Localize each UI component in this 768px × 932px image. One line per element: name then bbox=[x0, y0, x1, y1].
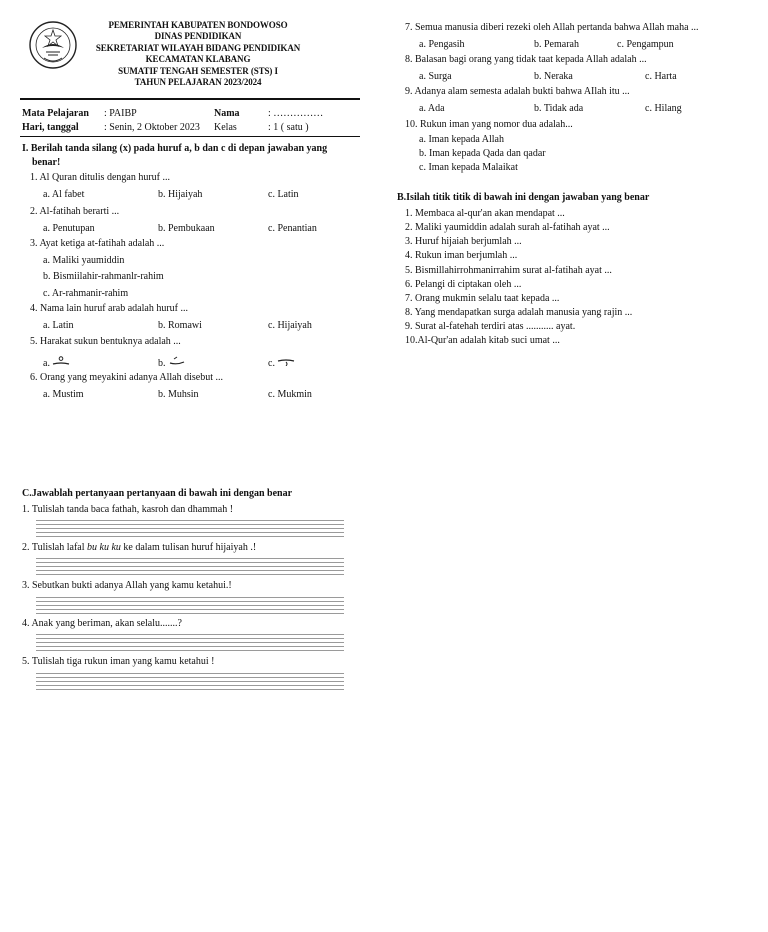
section-c-title: C.Jawablah pertanyaan pertanyaan di bawah ini dengan benar bbox=[22, 488, 293, 499]
q5-option-c-letter: c. bbox=[268, 358, 275, 369]
essay-question-2-word: bu ku ku bbox=[87, 542, 121, 553]
q10-option-c[interactable]: c. Iman kepada Malaikat bbox=[419, 162, 518, 173]
info-divider bbox=[20, 136, 360, 137]
header-line-4: KECAMATAN KLABANG bbox=[145, 54, 251, 65]
sukun-symbol-icon bbox=[52, 356, 70, 366]
question-9: 9. Adanya alam semesta adalah bukti bahwa AIlah itu ... bbox=[405, 86, 630, 97]
essay-question-2 bbox=[22, 542, 256, 553]
fill-item-9: 9. Surat al-fatehah terdiri atas ........... ayat. bbox=[405, 321, 576, 332]
name-value[interactable]: : …………… bbox=[268, 108, 324, 119]
q8-option-b[interactable]: b. Neraka bbox=[534, 71, 573, 82]
q1-option-a[interactable]: a. Al fabet bbox=[43, 189, 85, 200]
q7-option-c[interactable]: c. Pengampun bbox=[617, 39, 674, 50]
header-line-6: TAHUN PELAJARAN 2023/2024 bbox=[134, 77, 262, 88]
q8-option-c[interactable]: c. Harta bbox=[645, 71, 677, 82]
answer-lines-4[interactable] bbox=[36, 634, 344, 654]
essay-question-3: 3. Sebutkan bukti adanya Allah yang kamu ketahui.! bbox=[22, 580, 232, 591]
fill-item-6: 6. Pelangi di ciptakan oleh ... bbox=[405, 279, 522, 290]
header-line-5: SUMATIF TENGAH SEMESTER (STS) I bbox=[118, 65, 278, 76]
essay-question-2-post: ke dalam tulisan huruf hijaiyah .! bbox=[120, 542, 257, 553]
question-7: 7. Semua manusia diberi rezeki oleh Allah pertanda bahwa Allah maha ... bbox=[405, 22, 699, 33]
q1-option-b[interactable]: b. Hijaiyah bbox=[158, 189, 203, 200]
q6-option-c[interactable]: c. Mukmin bbox=[268, 389, 312, 400]
essay-question-4: 4. Anak yang beriman, akan selalu.......? bbox=[22, 618, 182, 629]
answer-lines-1[interactable] bbox=[36, 520, 344, 540]
section-b-title: B.Isilah titik titik di bawah ini dengan jawaban yang benar bbox=[397, 192, 650, 203]
q9-option-a[interactable]: a. Ada bbox=[419, 103, 445, 114]
q5-option-c[interactable] bbox=[268, 356, 295, 369]
date-value: : Senin, 2 Oktober 2023 bbox=[104, 122, 200, 133]
tut-wuri-handayani-logo bbox=[28, 20, 78, 70]
q4-option-b[interactable]: b. Romawi bbox=[158, 320, 202, 331]
question-6: 6. Orang yang meyakini adanya Allah disebut ... bbox=[30, 372, 224, 383]
letterhead bbox=[82, 20, 314, 88]
essay-question-2-pre: 2. Tulislah lafal bbox=[22, 542, 88, 553]
answer-lines-2[interactable] bbox=[36, 558, 344, 578]
q2-option-b[interactable]: b. Pembukaan bbox=[158, 223, 215, 234]
q7-option-b[interactable]: b. Pemarah bbox=[534, 39, 579, 50]
question-5: 5. Harakat sukun bentuknya adalah ... bbox=[30, 336, 181, 347]
question-1: 1. Al Quran ditulis dengan huruf ... bbox=[30, 172, 170, 183]
section-a-title: I. Berilah tanda silang (x) pada huruf a, b dan c di depan jawaban yang bbox=[22, 143, 328, 154]
question-3: 3. Ayat ketiga at-fatihah adalah ... bbox=[30, 238, 165, 249]
fill-item-2: 2. Maliki yaumiddin adalah surah al-fatihah ayat ... bbox=[405, 222, 610, 233]
q7-option-a[interactable]: a. Pengasih bbox=[419, 39, 465, 50]
header-line-3: SEKRETARIAT WILAYAH BIDANG PENDIDIKAN bbox=[95, 42, 301, 53]
fill-item-8: 8. Yang mendapatkan surga adalah manusia yang rajin ... bbox=[405, 307, 633, 318]
fill-item-7: 7. Orang mukmin selalu taat kepada ... bbox=[405, 293, 560, 304]
question-10: 10. Rukun iman yang nomor dua adalah... bbox=[405, 119, 573, 130]
q3-option-c[interactable]: c. Ar-rahmanir-rahim bbox=[43, 288, 129, 299]
q4-option-a[interactable]: a. Latin bbox=[43, 320, 74, 331]
question-4: 4. Nama lain huruf arab adalah huruf ... bbox=[30, 303, 188, 314]
q2-option-c[interactable]: c. Penantian bbox=[268, 223, 317, 234]
q3-option-a[interactable]: a. Maliki yaumiddin bbox=[43, 255, 125, 266]
header-line-1: PEMERINTAH KABUPATEN BONDOWOSO bbox=[108, 20, 288, 30]
q10-option-b[interactable]: b. Iman kepada Qada dan qadar bbox=[419, 148, 546, 159]
fill-item-10: 10.Al-Qur'an adalah kitab suci umat ... bbox=[405, 335, 560, 346]
q10-option-a[interactable]: a. Iman kepada Allah bbox=[419, 134, 504, 145]
q3-option-b[interactable]: b. Bismiilahir-rahmanlr-rahim bbox=[43, 271, 164, 282]
header-divider bbox=[20, 98, 360, 100]
kasrah-symbol-icon bbox=[168, 356, 186, 366]
q6-option-b[interactable]: b. Muhsin bbox=[158, 389, 199, 400]
q4-option-c[interactable]: c. Hijaiyah bbox=[268, 320, 312, 331]
q6-option-a[interactable]: a. Mustim bbox=[43, 389, 84, 400]
class-value: : 1 ( satu ) bbox=[268, 122, 309, 133]
question-2: 2. Al-fatihah berarti ... bbox=[30, 206, 120, 217]
dhammah-symbol-icon bbox=[277, 356, 295, 366]
q5-option-b[interactable] bbox=[158, 356, 186, 369]
class-label: Kelas bbox=[214, 122, 237, 133]
q8-option-a[interactable]: a. Surga bbox=[419, 71, 452, 82]
q5-option-b-letter: b. bbox=[158, 358, 166, 369]
essay-question-5: 5. Tulislah tiga rukun iman yang kamu ketahui ! bbox=[22, 656, 215, 667]
q5-option-a-letter: a. bbox=[43, 358, 50, 369]
subject-value: : PAIBP bbox=[104, 108, 137, 119]
name-label: Nama bbox=[214, 108, 240, 119]
q2-option-a[interactable]: a. Penutupan bbox=[43, 223, 95, 234]
q9-option-c[interactable]: c. Hilang bbox=[645, 103, 682, 114]
q5-option-a[interactable] bbox=[43, 356, 70, 369]
fill-item-3: 3. Huruf hijaiah berjumlah ... bbox=[405, 236, 522, 247]
fill-item-5: 5. Bismillahirrohmanirrahim surat al-fatihah ayat ... bbox=[405, 265, 612, 276]
date-label: Hari, tanggal bbox=[22, 122, 79, 133]
question-8: 8. Balasan bagi orang yang tidak taat kepada Allah adalah ... bbox=[405, 54, 647, 65]
fill-item-1: 1. Membaca al-qur'an akan mendapat ... bbox=[405, 208, 565, 219]
header-line-2: DINAS PENDIDIKAN bbox=[154, 31, 242, 42]
q9-option-b[interactable]: b. Tidak ada bbox=[534, 103, 584, 114]
q1-option-c[interactable]: c. Latin bbox=[268, 189, 299, 200]
fill-item-4: 4. Rukun iman berjumlah ... bbox=[405, 250, 518, 261]
essay-question-1: 1. Tulislah tanda baca fathah, kasroh dan dhammah ! bbox=[22, 504, 234, 515]
answer-lines-5[interactable] bbox=[36, 673, 344, 693]
answer-lines-3[interactable] bbox=[36, 597, 344, 617]
section-a-title-cont: benar! bbox=[32, 157, 61, 168]
subject-label: Mata Pelajaran bbox=[22, 108, 89, 119]
